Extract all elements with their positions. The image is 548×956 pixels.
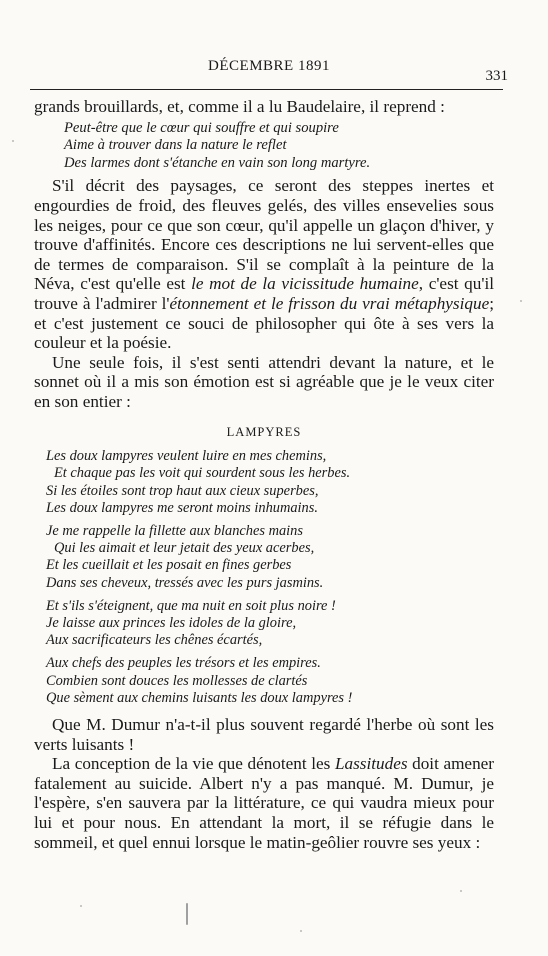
poem-line: Si les étoiles sont trop haut aux cieux superbes, [46,482,319,499]
text-run: S'il décrit des paysages, ce seront des steppes inertes et engourdies de froid, des fleuves gelés, des villes ensevelies sous les neiges, pour ce que son cœur, qu'il appelle un glaçon d'hiver, y trouve d'affinités. Encore ces descriptions ne lui servent-elles que de termes de comparaison. S'il se complaît à la peinture de la Néva, c'est qu'elle est [34,176,494,294]
paper-speck [12,140,14,142]
text-run: , c'est qu'il trouve à l'admirer l' [34,274,494,313]
paragraph-1: grands brouillards, et, comme il a lu Baudelaire, il reprend : [34,97,445,116]
text-run: La conception de la vie que dénotent les [52,754,335,774]
quote-line: Peut-être que le cœur qui souffre et qui soupire [64,119,339,136]
paragraph-2 [34,176,494,352]
poem-line: Aux chefs des peuples les trésors et les empires. [46,655,321,672]
poem-line: Et s'ils s'éteignent, que ma nuit en soit plus noire ! [46,597,336,614]
text-run: doit amener fatalement au suicide. Albert n'y a pas manqué. M. Dumur, je l'espère, s'en sauvera par la littérature, ce qui vaudra mieux pour lui et pour nous. En attendant la mort, il se réfugie dans le sommeil, et quel ennui lorsque le matin-geôlier rouvre ses yeux : [34,754,495,852]
quote-line: Des larmes dont s'étanche en vain son long martyre. [64,154,371,171]
paper-speck [520,300,522,302]
poem-line: Je laisse aux princes les idoles de la gloire, [46,614,297,631]
poem-line: Je me rappelle la fillette aux blanches mains [46,522,303,539]
poem-line: Et les cueillait et les posait en fines gerbes [46,557,292,574]
paper-speck [80,905,82,907]
italic-run: Lassitudes [334,754,408,774]
page-body [34,97,494,852]
poem-stanza-1 [46,448,494,517]
paragraph-3: Une seule fois, il s'est senti attendri devant la nature, et le sonnet où il a mis son émotion est si agréable que je le veux citer en son entier : [34,352,494,411]
paper-speck [300,930,302,932]
italic-run: le mot de la vicissitude humaine [191,274,419,294]
poem-line: Les doux lampyres me seront moins inhumains. [46,499,318,516]
paper-mark [186,903,188,925]
poem-line: Dans ses cheveux, tressés avec les purs jasmins. [46,574,324,591]
poem-line: Et chaque pas les voit qui sourdent sous les herbes. [54,465,351,482]
poem-title: LAMPYRES [226,424,302,439]
italic-run: étonnement et le frisson du vrai métaphysique [169,293,490,313]
header-rule [30,89,503,90]
poem-line: Aux sacrificateurs les chênes écartés, [46,632,263,649]
poem-line: Que sèment aux chemins luisants les doux lampyres ! [46,689,353,706]
paragraph-4: Que M. Dumur n'a-t-il plus souvent regardé l'herbe où sont les verts luisants ! [34,714,494,754]
text-run: ; et c'est justement ce souci de philosopher qui ôte à ses vers la couleur et la poésie. [34,293,494,353]
baudelaire-quote [64,120,494,173]
poem-stanza-4 [46,655,494,707]
poem-stanza-2 [46,523,494,592]
paragraph-5 [34,754,494,852]
poem-line: Qui les aimait et leur jetait des yeux acerbes, [54,540,315,557]
poem-line: Les doux lampyres veulent luire en mes chemins, [46,448,327,465]
running-title: DÉCEMBRE 1891 [208,58,330,74]
poem-stanza-3 [46,598,494,650]
page-header [30,58,508,84]
paper-speck [460,890,462,892]
quote-line: Aime à trouver dans la nature le reflet [64,137,287,154]
poem-line: Combien sont douces les mollesses de clartés [46,672,308,689]
page-number: 331 [485,68,508,84]
